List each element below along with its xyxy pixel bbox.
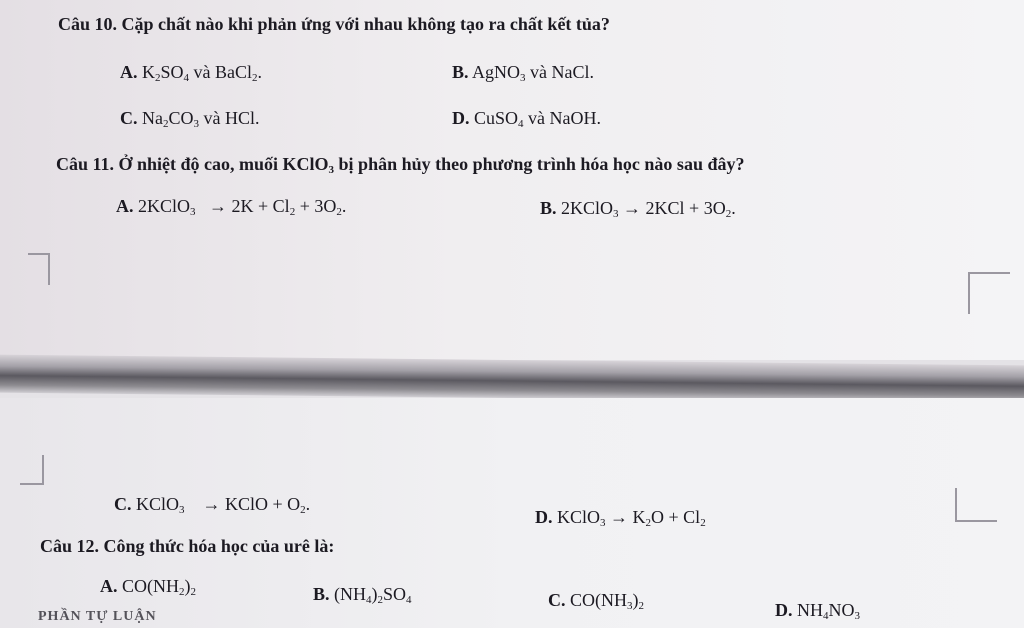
q12-option-c: C. $CO(NH_3)_2$ [548,590,644,612]
q11-option-b: B. 2KClO$_3$ → $2KCl + 3O_2$. [540,198,736,220]
question-number: Câu 10. [58,14,118,34]
crop-mark [20,455,44,485]
q12-option-d: D. $NH_4NO_3$ [775,600,860,622]
q10-option-d: D. CuSO$_4$ và NaOH. [452,108,601,130]
question-number: Câu 11. [56,154,115,174]
question-10-stem [58,14,610,35]
crop-mark [968,272,1010,314]
q11-option-c: C. KClO$_3$ → KClO + $O_2$. [114,494,311,516]
crop-mark [955,488,997,522]
question-emphasis: không [407,14,456,34]
question-number: Câu 12. [40,536,100,556]
q10-option-c: C. $Na_2CO_3$ và HCl. [120,108,260,130]
question-text-end: tạo ra chất kết tủa? [459,14,610,34]
q10-option-b: B. AgNO$_3$ và NaCl. [452,62,595,84]
section-heading: PHẦN TỰ LUẬN [38,609,157,624]
q11-option-a: A. 2KClO$_3$ → $2K + Cl_2 + 3O_2$. [116,196,347,218]
q10-option-a: A. $K_2SO_4$ và BaCl$_2$. [120,62,263,84]
q12-option-a: A. $CO(NH_2)_2$ [100,576,196,598]
crop-mark [28,253,50,285]
question-text: Công thức hóa học của urê là: [103,536,335,556]
q12-option-b: B. $(NH_4)_2SO_4$ [313,584,412,606]
q11-option-d: D. KClO$_3$ → $K_2O + Cl_2$ [535,507,706,529]
question-text: Cặp chất nào khi phản ứng với nhau [121,14,403,34]
page-fold-shadow [0,355,1024,404]
question-12-stem [40,536,334,557]
question-11-stem: Câu 11. Ở nhiệt độ cao, muối KClO$_3$ bị phân hủy theo phương trình hóa học nào sau đây? [56,154,745,176]
